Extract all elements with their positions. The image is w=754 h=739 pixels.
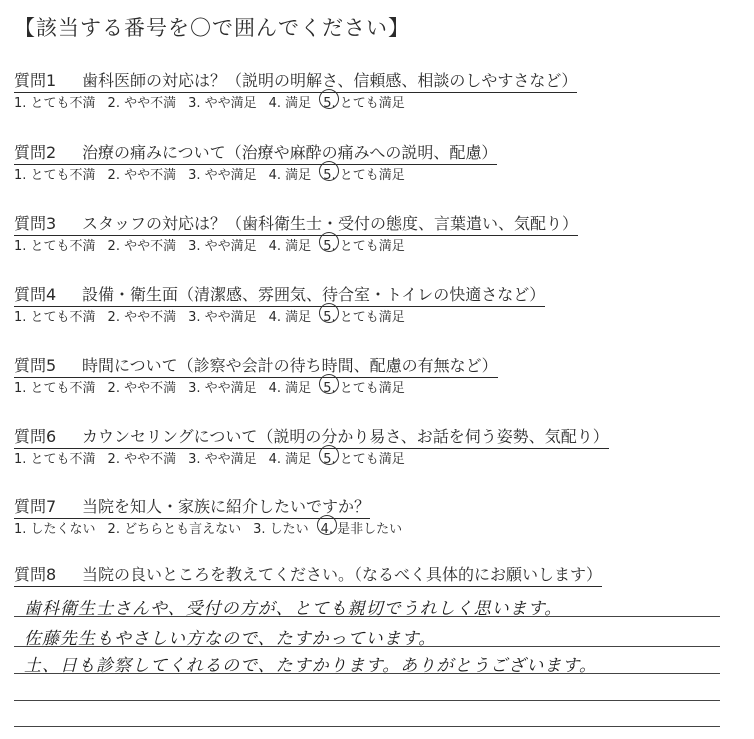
- question-7-number: 質問7: [14, 497, 57, 516]
- choice-option[interactable]: 2. やや不満: [107, 239, 177, 254]
- question-6-choices: [14, 448, 417, 467]
- question-6-heading: [14, 424, 609, 449]
- choice-option-selected[interactable]: 5. とても満足: [323, 377, 405, 396]
- handwritten-answer-2: 佐藤先生もやさしい方なので、たすかっています。: [24, 629, 437, 649]
- question-3-heading: [14, 211, 578, 236]
- choice-option[interactable]: 4. 満足: [268, 452, 312, 467]
- question-2-number: 質問2: [14, 143, 57, 162]
- choice-option-selected[interactable]: 5. とても満足: [323, 164, 405, 183]
- choice-option[interactable]: 1. とても不満: [14, 310, 96, 325]
- choice-option[interactable]: 2. やや不満: [107, 452, 177, 467]
- handwritten-answer-3: 土、日も診察してくれるので、たすかります。ありがとうございます。: [24, 656, 597, 676]
- choice-option[interactable]: 3. やや満足: [188, 96, 257, 111]
- choice-option[interactable]: 2. やや不満: [107, 381, 177, 396]
- question-1-text: 歯科医師の対応は？（説明の明解さ、信頼感、相談のしやすさなど）: [82, 71, 578, 90]
- question-3-text: スタッフの対応は？（歯科衛生士・受付の態度、言葉遣い、気配り）: [82, 214, 579, 233]
- question-4-text: 設備・衛生面（清潔感、雰囲気、待合室・トイレの快適さなど）: [82, 285, 546, 304]
- choice-option[interactable]: 3. やや満足: [188, 381, 257, 396]
- choice-option-selected[interactable]: 5. とても満足: [323, 306, 405, 325]
- question-2-heading: [14, 140, 497, 165]
- question-2-choices: [14, 164, 417, 183]
- choice-option[interactable]: 4. 満足: [268, 310, 312, 325]
- choice-option[interactable]: 1. とても不満: [14, 168, 96, 183]
- question-6-text: カウンセリングについて（説明の分かり易さ、お話を伺う姿勢、気配り）: [82, 427, 609, 446]
- question-4-heading: [14, 282, 545, 307]
- choice-option[interactable]: 3. したい: [253, 522, 309, 537]
- choice-option[interactable]: 3. やや満足: [188, 239, 257, 254]
- choice-option[interactable]: 2. やや不満: [107, 168, 177, 183]
- choice-option[interactable]: 3. やや満足: [188, 452, 257, 467]
- choice-option[interactable]: 1. とても不満: [14, 381, 96, 396]
- choice-option[interactable]: 1. したくない: [14, 522, 96, 537]
- question-3-number: 質問3: [14, 214, 57, 233]
- question-5-heading: [14, 353, 498, 378]
- choice-option-selected[interactable]: 5. とても満足: [323, 448, 405, 467]
- question-5-text: 時間について（診察や会計の待ち時間、配慮の有無など）: [82, 356, 498, 375]
- question-1-heading: [14, 68, 577, 93]
- question-5-number: 質問5: [14, 356, 57, 375]
- question-7-heading: [14, 494, 370, 519]
- question-7-text: 当院を知人・家族に紹介したいですか？: [82, 497, 371, 516]
- question-5-choices: [14, 377, 417, 396]
- choice-option-selected[interactable]: 5. とても満足: [323, 92, 405, 111]
- question-4-choices: [14, 306, 417, 325]
- choice-option[interactable]: 4. 満足: [268, 168, 312, 183]
- question-6-number: 質問6: [14, 427, 57, 446]
- question-2-text: 治療の痛みについて（治療や麻酔の痛みへの説明、配慮）: [82, 143, 498, 162]
- question-8-text: 当院の良いところを教えてください。（なるべく具体的にお願いします）: [82, 565, 603, 584]
- question-4-number: 質問4: [14, 285, 57, 304]
- choice-option[interactable]: 4. 満足: [268, 239, 312, 254]
- answer-line-5: [14, 726, 720, 727]
- question-8-number: 質問8: [14, 565, 57, 584]
- answer-line-4: [14, 700, 720, 701]
- choice-option[interactable]: 3. やや満足: [188, 310, 257, 325]
- choice-option[interactable]: 2. どちらとも言えない: [107, 522, 242, 537]
- page-title: 【該当する番号を〇で囲んでください】: [14, 16, 410, 40]
- question-1-number: 質問1: [14, 71, 57, 90]
- choice-option[interactable]: 2. やや不満: [107, 96, 177, 111]
- question-8-heading: [14, 562, 602, 587]
- choice-option-selected[interactable]: 4. 是非したい: [321, 518, 403, 537]
- choice-option[interactable]: 3. やや満足: [188, 168, 257, 183]
- choice-option[interactable]: 1. とても不満: [14, 239, 96, 254]
- choice-option[interactable]: 2. やや不満: [107, 310, 177, 325]
- choice-option[interactable]: 4. 満足: [268, 96, 312, 111]
- question-7-choices: [14, 518, 414, 537]
- handwritten-answer-1: 歯科衛生士さんや、受付の方が、とても親切でうれしく思います。: [24, 599, 563, 619]
- question-1-choices: [14, 92, 417, 111]
- question-3-choices: [14, 235, 417, 254]
- choice-option[interactable]: 4. 満足: [268, 381, 312, 396]
- choice-option[interactable]: 1. とても不満: [14, 452, 96, 467]
- choice-option-selected[interactable]: 5. とても満足: [323, 235, 405, 254]
- choice-option[interactable]: 1. とても不満: [14, 96, 96, 111]
